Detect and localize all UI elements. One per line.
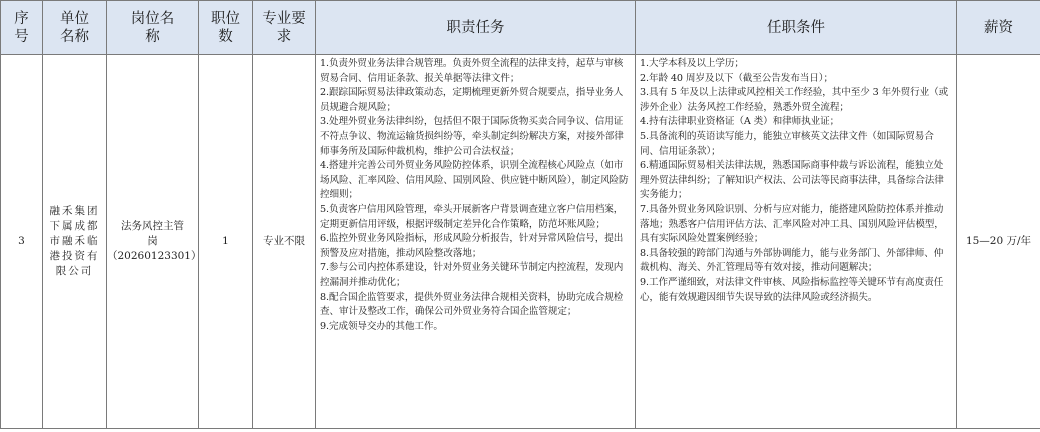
duty-item: 3.处理外贸业务法律纠纷，包括但不限于国际货物买卖合同争议、信用证不符点争议、物流运输货损纠纷等，牵头制定纠纷解决方案，对接外部律师事务所及国际仲裁机构，维护公司合法权益； (320, 116, 624, 157)
duty-item: 7.参与公司内控体系建设，针对外贸业务关键环节制定内控流程，发现内控漏洞并推动优化； (320, 262, 624, 288)
position-name: 法务风控主管岗 (121, 220, 184, 247)
row-duties (316, 55, 636, 429)
header-index: 序号 (1, 1, 43, 55)
duty-item: 1.负责外贸业务法律合规管理。负责外贸全流程的法律支持，起草与审核贸易合同、信用证条款、报关单据等法律文件； (320, 58, 624, 84)
row-index: 3 (1, 55, 43, 429)
header-count: 职位数 (199, 1, 253, 55)
requirement-item: 8.具备较强的跨部门沟通与外部协调能力，能与业务部门、外部律师、仲裁机构、海关、外汇管理局等有效对接，推动问题解决； (640, 247, 944, 274)
requirement-item: 3.具有 5 年及以上法律或风控相关工作经验，其中至少 3 年外贸行业（或涉外企业）法务风控工作经验，熟悉外贸全流程； (640, 87, 949, 113)
duty-item: 9.完成领导交办的其他工作。 (320, 320, 443, 332)
requirement-item: 6.精通国际贸易相关法律法规，熟悉国际商事仲裁与诉讼流程，能独立处理外贸法律纠纷；了解知识产权法、公司法等民商事法律，具备综合法律实务能力； (640, 160, 944, 201)
requirement-item: 9.工作严谨细致，对法律文件审核、风险指标监控等关键环节有高度责任心，能有效规避因细节失误导致的法律风险或经济损失。 (640, 276, 944, 303)
duty-item: 4.搭建并完善公司外贸业务风险防控体系，识别全流程核心风险点（如市场风险、汇率风险、信用风险、国别风险、供应链中断风险），制定风险防控细则； (320, 160, 629, 201)
header-row (1, 1, 1040, 55)
duty-item: 5.负责客户信用风险管理，牵头开展新客户背景调查建立客户信用档案，定期更新信用评级，根据评级制定差异化合作策略，防范坏账风险； (320, 203, 624, 230)
row-count: 1 (199, 55, 253, 429)
header-requirements: 任职条件 (636, 1, 957, 55)
duty-item: 8.配合国企监管要求，提供外贸业务法律合规相关资料，协助完成合规检查、审计及整改工作，确保公司外贸业务符合国企监管规定； (320, 291, 624, 318)
table-row (1, 55, 1040, 429)
requirement-item: 2.年龄 40 周岁及以下（截至公告发布当日）； (640, 72, 833, 84)
duty-item: 2.跟踪国际贸易法律政策动态，定期梳理更新外贸合规要点，指导业务人员规避合规风险； (320, 87, 624, 113)
requirement-item: 7.具备外贸业务风险识别、分析与应对能力，能搭建风险防控体系并推动落地；熟悉客户信用评估方法、汇率风险对冲工具、国别风险评估模型，具有实际风险处置案例经验； (640, 203, 944, 245)
header-salary: 薪资 (957, 1, 1040, 55)
row-major: 专业不限 (253, 55, 316, 429)
header-unit: 单位名称 (43, 1, 107, 55)
header-position: 岗位名称 (107, 1, 199, 55)
duty-item: 6.监控外贸业务风险指标，形成风险分析报告，针对异常风险信号，提出预警及应对措施，推动风险整改落地； (320, 233, 624, 259)
header-major: 专业要求 (253, 1, 316, 55)
row-salary: 15—20 万/年 (957, 55, 1040, 429)
requirement-item: 4.持有法律职业资格证（A 类）和律师执业证； (640, 116, 840, 128)
row-unit (43, 55, 107, 429)
unit-name: 融禾集团下属成都市融禾临港投资有限公司 (49, 205, 100, 277)
requirement-item: 5.具备流利的英语读写能力，能独立审核英文法律文件（如国际贸易合同、信用证条款）； (640, 130, 934, 157)
row-position (107, 55, 202, 429)
requirement-item: 1.大学本科及以上学历； (640, 58, 744, 69)
row-requirements (636, 55, 957, 429)
position-code: （20260123301） (107, 250, 202, 262)
header-duties: 职责任务 (316, 1, 636, 55)
